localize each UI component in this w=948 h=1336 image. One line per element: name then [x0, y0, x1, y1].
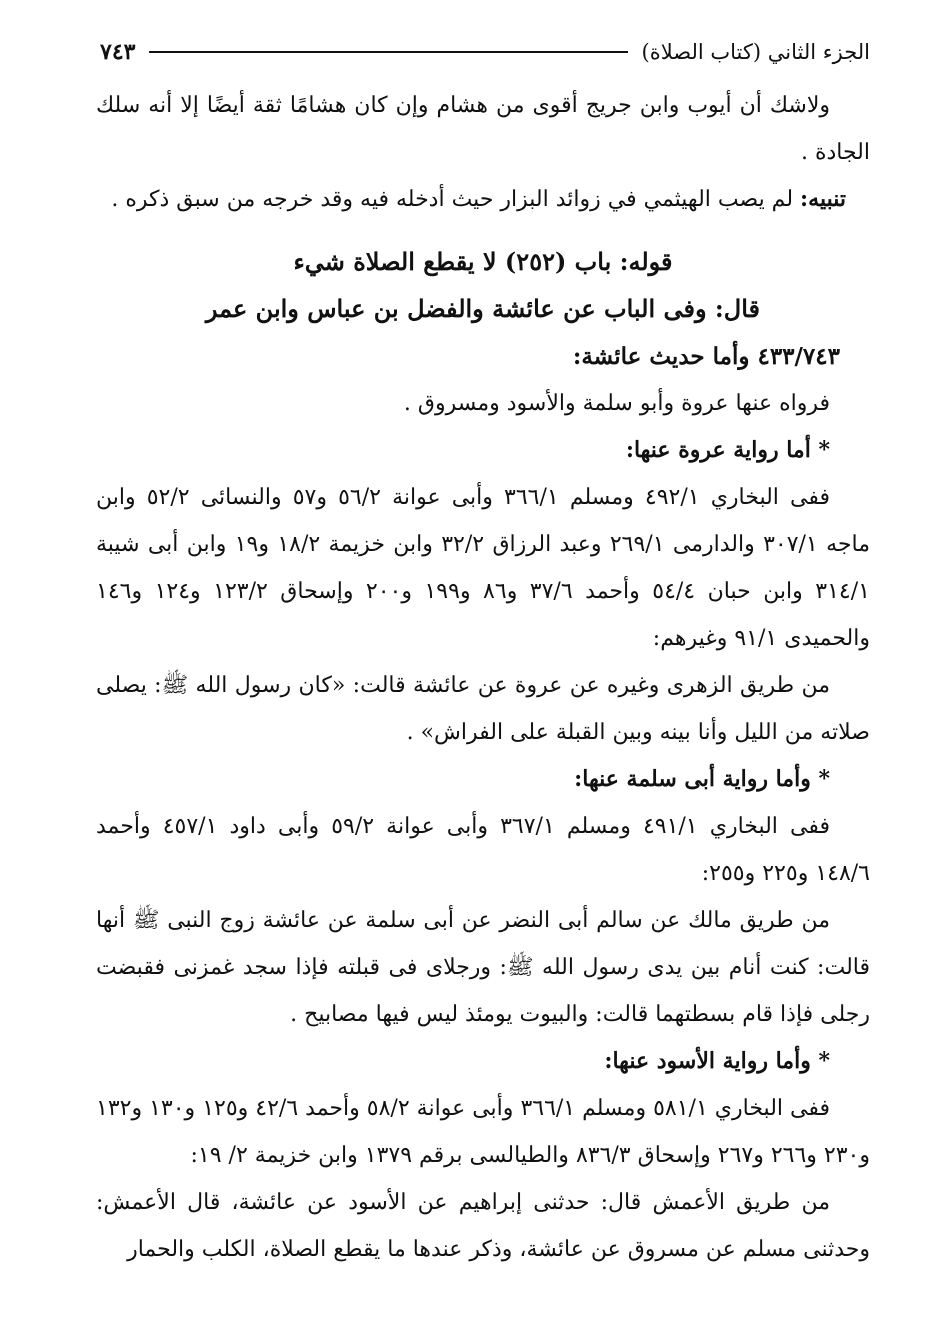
hadith-heading: ٤٣٣/٧٤٣ وأما حديث عائشة: [572, 343, 840, 370]
note-text: لم يصب الهيثمي في زوائد البزار حيث أدخله فيه وقد خرجه من سبق ذكره . [111, 187, 801, 212]
references-urwa: ففى البخاري ٤٩٢/١ ومسلم ٣٦٦/١ وأبى عوانة ٥٦/٢ و٥٧ والنسائى ٥٢/٢ وابن ماجه ٣٠٧/١ والدارمى ٢٦٩/١ وعبد الرزاق ٣٢/٢ وابن خزيمة ١٨/٢ و١٩ وابن أبى شيبة ٣١٤/١ وابن حبان ٥٤/٤ وأحمد ٣٧/٦ و٨٦ و١٩٩ و٢٠٠ وإسحاق ١٢٣/٢ و١٢٤ و١٤٦ والحميدى ٩١/١ وغيرهم: [96, 485, 870, 651]
section-heading-urwa: * أما رواية عروة عنها: [625, 437, 830, 463]
page-body [96, 82, 870, 1273]
note-paragraph [96, 176, 870, 223]
text-aswad: من طريق الأعمش قال: حدثنى إبراهيم عن الأسود عن عائشة، قال الأعمش: وحدثنى مسلم عن مسروق عن عائشة، وذكر عندها ما يقطع الصلاة، الكلب والحمار [96, 1190, 870, 1262]
text-urwa: من طريق الزهرى وغيره عن عروة عن عائشة قالت: «كان رسول الله ﷺ: يصلى صلاته من الليل وأنا بينه وبين القبلة على الفراش» . [96, 673, 870, 745]
references-abi-salama: ففى البخاري ٤٩١/١ ومسلم ٣٦٧/١ وأبى عوانة ٥٩/٢ وأبى داود ٤٥٧/١ وأحمد ١٤٨/٦ و٢٢٥ و٢٥٥: [96, 814, 870, 886]
chapter-subtitle: قال: وفى الباب عن عائشة والفضل بن عباس وابن عمر [205, 294, 760, 323]
chapter-title: قوله: باب (٢٥٢) لا يقطع الصلاة شيء [293, 247, 673, 276]
references-aswad: ففى البخاري ٥٨١/١ ومسلم ٣٦٦/١ وأبى عوانة ٥٨/٢ وأحمد ٤٢/٦ و١٢٥ و١٣٠ و١٣٢ و٢٣٠ و٢٦٦ و٢٦٧ وإسحاق ٨٣٦/٣ والطيالسى برقم ١٣٧٩ وابن خزيمة ٢/ ١٩: [96, 1096, 870, 1168]
note-label: تنبيه: [800, 186, 846, 212]
section-heading-abi-salama: * وأما رواية أبى سلمة عنها: [574, 766, 830, 792]
running-title: الجزء الثاني (كتاب الصلاة) [641, 40, 870, 64]
section-heading-aswad: * وأما رواية الأسود عنها: [604, 1048, 830, 1074]
page-number: ٧٤٣ [100, 39, 136, 65]
header-rule [149, 51, 627, 53]
narrators-paragraph: فرواه عنها عروة وأبو سلمة والأسود ومسروق . [403, 391, 830, 416]
paragraph-conclusion: ولاشك أن أيوب وابن جريج أقوى من هشام وإن كان هشامًا ثقة أيضًا إلا أنه سلك الجادة . [96, 93, 870, 165]
page-header [100, 32, 870, 72]
text-abi-salama: من طريق مالك عن سالم أبى النضر عن أبى سلمة عن عائشة زوج النبى ﷺ أنها قالت: كنت أنام بين يدى رسول الله ﷺ: ورجلاى فى قبلته فإذا سجد غمزنى فقبضت رجلى فإذا قام بسطتهما قالت: والبيوت يومئذ ليس فيها مصابيح . [96, 908, 870, 1027]
